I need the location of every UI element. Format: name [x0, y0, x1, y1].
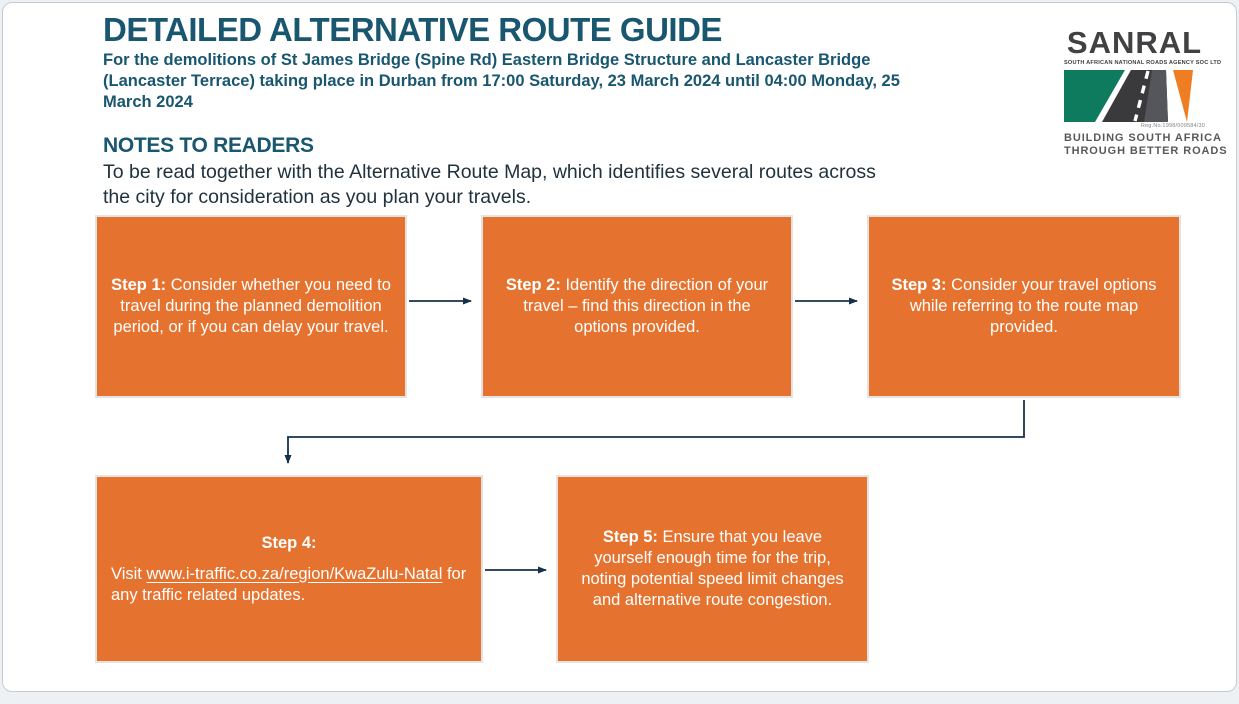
- logo-slogan-line2: THROUGH BETTER ROADS: [1064, 144, 1228, 157]
- step-1-label: Step 1:: [111, 276, 167, 294]
- step-4-label: Step 4:: [261, 533, 317, 552]
- notes-paragraph: To be read together with the Alternative Route Map, which identifies several routes across the city for consideration as you plan your travels.: [103, 161, 876, 208]
- sanral-tagline: SOUTH AFRICAN NATIONAL ROADS AGENCY SOC LTD: [1064, 60, 1222, 66]
- step-4-text-pre: Visit: [111, 564, 147, 583]
- step-box-5: [556, 475, 869, 663]
- road-graphic-icon: [1064, 70, 1205, 122]
- traffic-website-link[interactable]: www.i-traffic.co.za/region/KwaZulu-Natal: [146, 564, 443, 583]
- logo-slogan-line1: BUILDING SOUTH AFRICA: [1064, 132, 1222, 144]
- step-2-label: Step 2:: [505, 276, 561, 294]
- sanral-logo: [1064, 25, 1228, 157]
- page-card: [2, 2, 1237, 692]
- arrow-step3-to-step4: [288, 400, 1024, 463]
- step-box-1: [95, 215, 407, 398]
- sanral-wordmark: SANRAL: [1066, 25, 1203, 60]
- step-box-2: [481, 215, 793, 398]
- logo-reg-number: Reg.No.1998/009584/30: [1140, 123, 1205, 129]
- step-3-label: Step 3:: [891, 276, 947, 294]
- step-5-label: Step 5:: [602, 528, 658, 546]
- step-1-text: Consider whether you need to travel during the planned demolition period, or if you can delay your travel.: [113, 276, 391, 336]
- notes-heading: NOTES TO READERS: [103, 134, 314, 157]
- step-4-text-post: for any traffic related updates.: [111, 564, 467, 604]
- step-2-text: Identify the direction of your travel – find this direction in the options provided.: [523, 276, 769, 336]
- page-subtitle: For the demolitions of St James Bridge (Spine Rd) Eastern Bridge Structure and Lancaster Bridge (Lancaster Terrace) taking place in Durban from 17:00 Saturday, 23 March 2024 until 04:00 Monday, 25 March 2024: [103, 51, 900, 111]
- step-box-3: [867, 215, 1181, 398]
- step-box-4: [95, 475, 483, 663]
- step-3-text: Consider your travel options while referring to the route map provided.: [909, 276, 1157, 336]
- page-title: DETAILED ALTERNATIVE ROUTE GUIDE: [103, 11, 722, 48]
- step-5-text: Ensure that you leave yourself enough time for the trip, noting potential speed limit changes and alternative route congestion.: [581, 528, 844, 609]
